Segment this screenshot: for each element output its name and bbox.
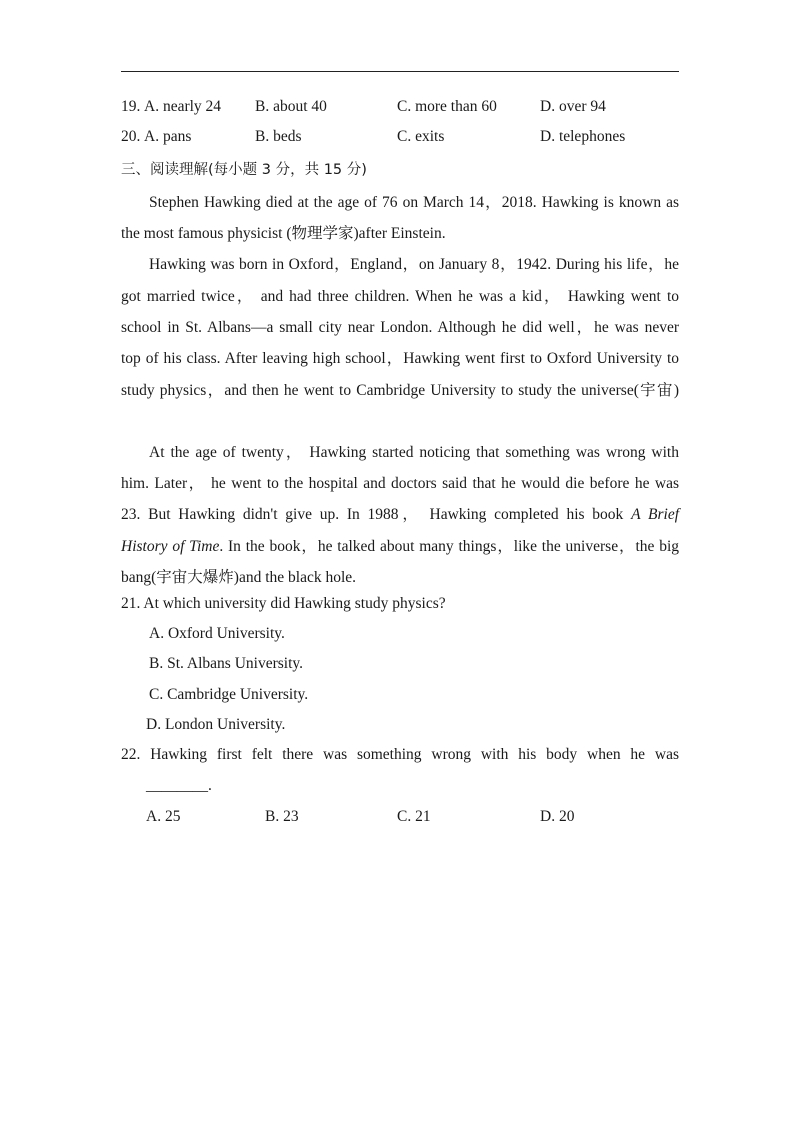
paragraph-line: school in St. Albans—a small city near London. Although he did well，he was never: [121, 319, 679, 336]
option-b: B. 23: [265, 808, 299, 825]
option-d: D. 20: [540, 808, 575, 825]
paragraph-line: top of his class. After leaving high school，Hawking went first to Oxford University to: [121, 350, 679, 367]
option-c: C. more than 60: [397, 98, 497, 115]
option-d: D. London University.: [146, 716, 286, 733]
paragraph-line: Hawking was born in Oxford，England，on January 8，1942. During his life，he: [149, 256, 679, 273]
question-19: [0, 98, 800, 118]
paragraph-line: got married twice， and had three children. When he was a kid， Hawking went to: [121, 288, 679, 305]
option-b: B. St. Albans University.: [149, 655, 304, 672]
option-d: D. over 94: [540, 98, 606, 115]
option-a: A. Oxford University.: [149, 625, 285, 642]
paragraph-line: him. Later， he went to the hospital and doctors said that he would die before he was: [121, 475, 679, 492]
paragraph-line: At the age of twenty， Hawking started noticing that something was wrong with: [149, 444, 679, 461]
question-number: 19.: [121, 98, 141, 115]
option-c: C. Cambridge University.: [149, 686, 309, 703]
paragraph-line: Stephen Hawking died at the age of 76 on March 14，2018. Hawking is known as: [149, 194, 679, 211]
paragraph-text: . In the book，he talked about many things，like the universe，the big: [219, 538, 679, 555]
option-a: A. pans: [144, 128, 192, 145]
paragraph-line: [121, 502, 679, 524]
option-c: C. exits: [397, 128, 445, 145]
option-a: A. nearly 24: [144, 98, 222, 115]
option-c: C. 21: [397, 808, 431, 825]
answer-blank: ________.: [146, 777, 212, 794]
paragraph-line: study physics，and then he went to Cambridge University to study the universe(宇宙): [121, 382, 679, 399]
header-rule: [121, 71, 679, 72]
paragraph-line: the most famous physicist (物理学家)after Einstein.: [121, 225, 446, 242]
option-b: B. about 40: [255, 98, 327, 115]
question-22-options: [0, 808, 800, 828]
book-title: History of Time: [121, 538, 220, 555]
section-title: 三、阅读理解(每小题 3 分，共 15 分): [121, 162, 367, 178]
paragraph-text: 23. But Hawking didn't give up. In 1988， Hawking completed his book: [121, 506, 624, 523]
paragraph-line: bang(宇宙大爆炸)and the black hole.: [121, 569, 357, 586]
question-number: 20.: [121, 128, 141, 145]
question-20: [0, 128, 800, 148]
option-b: B. beds: [255, 128, 302, 145]
paragraph-line: [121, 534, 679, 556]
book-title: A Brief: [631, 506, 680, 523]
question-stem: 22. Hawking first felt there was something wrong with his body when he was: [121, 746, 679, 763]
question-stem: 21. At which university did Hawking study physics?: [121, 595, 446, 612]
option-d: D. telephones: [540, 128, 626, 145]
option-a: A. 25: [146, 808, 181, 825]
